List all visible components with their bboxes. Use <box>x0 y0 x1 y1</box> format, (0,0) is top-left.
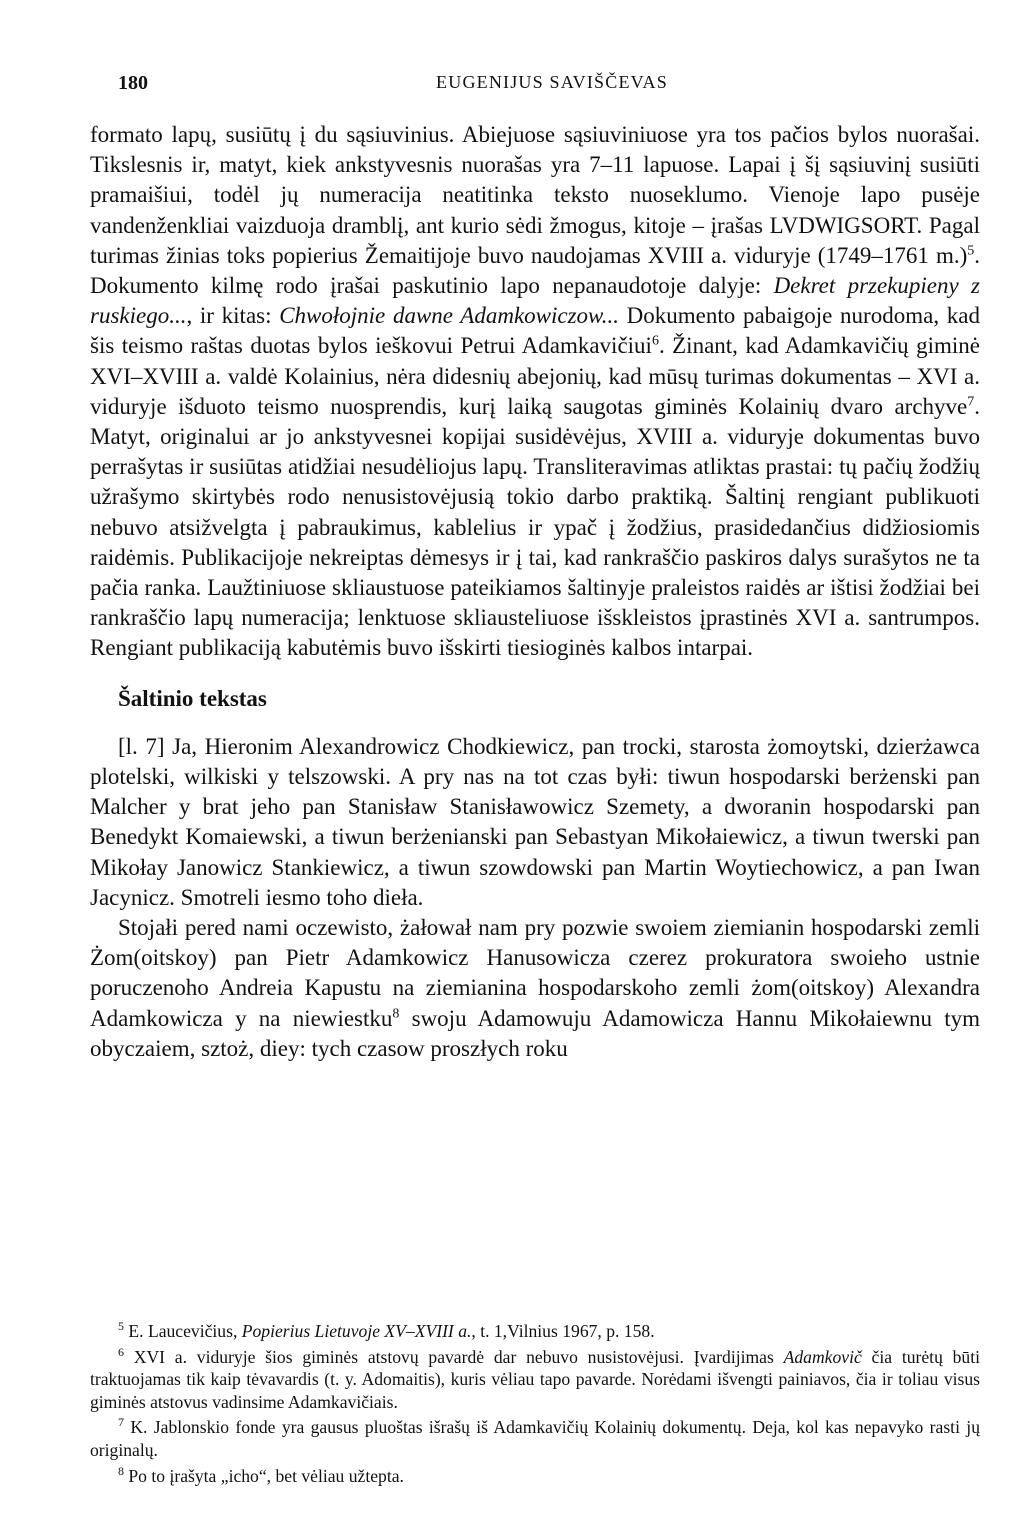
page-number: 180 <box>118 72 148 94</box>
footnote-text: , t. 1,Vilnius 1967, p. 158. <box>471 1321 655 1341</box>
footnote-text: XVI a. viduryje šios giminės atstovų pavardė dar nebuvo nusistovėjusi. Įvardijimas <box>124 1346 784 1367</box>
footnote <box>90 1465 980 1488</box>
footnote <box>90 1320 980 1343</box>
text-run: . Dokumento kilmę rodo įrašai paskutinio lapo nepanaudotoje dalyje: <box>90 242 980 299</box>
section-heading: Šaltinio tekstas <box>118 685 267 711</box>
quoted-inscription: Dekret przekupieny z ruskiego... <box>90 273 980 329</box>
footnote-text: čia turėtų būti traktuojamas tik kaip tėvavardis (t. y. Adomaitis), kuris vėliau tapo pavarde. Norėdami išvengti painiavos, čia ir toliau visus giminės atstovus vadinsime Adamkavičiais. <box>90 1346 981 1412</box>
footnote-text: K. Jablonskio fonde yra gausus pluoštas išrašų iš Adamkavičių Kolainių dokumentų. Deja, kol kas nepavyko rasti jų originalų. <box>90 1417 980 1460</box>
footnote-ref: 6 <box>651 333 659 349</box>
text-run: . Žinant, kad Adamkavičių giminė XVI–XVIII a. valdė Kolainius, nėra didesnių abejonių, kad mūsų turimas dokumentas – XVI a. viduryje išduoto teismo nuosprendis, kurį laiką saugotas giminės Kolainių dvaro archyve <box>90 333 980 419</box>
text-run: formato lapų, susiūtų į du sąsiuvinius. Abiejuose sąsiuviniuose yra tos pačios bylos nuorašai. Tikslesnis ir, matyt, kiek ankstyvesnis nuorašas yra 7–11 lapuose. Lapai į šį sąsiuvinį susiūti pramaišiui, todėl jų numeracija neatitinka teksto nuoseklumo. Vienoje lapo pusėje vandenženkliai vaizduoja dramblį, ant kurio sėdi žmogus, kitoje – įrašas LVDWIGSORT. Pagal turimas žinias toks popierius Žemaitijoje buvo naudojamas XVIII a. viduryje (1749–1761 m.) <box>90 122 980 268</box>
text-run: , ir kitas: <box>186 303 280 329</box>
quoted-inscription: Chwołojnie dawne Adamkowiczow... <box>279 303 619 329</box>
source-paragraph: [l. 7] Ja, Hieronim Alexandrowicz Chodkiewicz, pan trocki, starosta żomoytski, dzierżawca plotelski, wilkiski y telszowski. A pry nas na tot czas byłi: tiwun hospodarski berżenski pan Malcher y brat jeho pan Stanisław Stanisławowicz Szemety, a dworanin hospodarski pan Benedykt Komaiewski, a tiwun berżenianski pan Sebastyan Mikołaiewicz, a tiwun twerski pan Mikołay Janowicz Stankiewicz, a tiwun szowdowski pan Martin Woytiechowicz, a pan Iwan Jacynicz. Smotreli iesmo toho dieła. <box>90 733 980 910</box>
main-text <box>90 120 980 1064</box>
footnote-number: 7 <box>118 1415 124 1430</box>
footnote-title: Popierius Lietuvoje XV–XVIII a. <box>241 1321 472 1341</box>
footnotes <box>90 1320 980 1490</box>
footnote-number: 8 <box>118 1463 124 1478</box>
text-run: Dokumento pabaigoje nurodoma, kad šis teismo raštas duotas bylos ieškovui Petrui Adamkavičiui <box>90 303 980 359</box>
footnote <box>90 1346 980 1414</box>
text-run: . Matyt, originalui ar jo ankstyvesnei kopijai susidėvėjus, XVIII a. viduryje dokumentas buvo perrašytas ir susiūtas atidžiai nesudėliojus lapų. Transliteravimas atliktas prastai: tų pačių žodžių užrašymo skirtybės rodo nenusistovėjusią tokio darbo praktiką. Šaltinį rengiant publikuoti nebuvo atsižvelgta į pabraukimus, kablelius ir ypač į žodžius, prasidedančius didžiosiomis raidėmis. Publikacijoje nekreiptas dėmesys ir į tai, kad rankraščio paskiros dalys surašytos ne ta pačia ranka. Laužtiniuose skliaustuose pateikiamos šaltinyje praleistos raidės ar ištisi žodžiai bei rankraščio lapų numeracija; lenktuose skliausteliuose išskleistos įprastinės XVI a. santrumpos. Rengiant publikaciją kabutėmis buvo išskirti tiesioginės kalbos intarpai. <box>90 393 980 661</box>
footnote-ref: 7 <box>967 394 975 410</box>
footnote-title: Adamkovič <box>783 1346 862 1367</box>
footnote-text: Po to įrašyta „icho“, bet vėliau užtepta. <box>124 1465 404 1486</box>
source-paragraph <box>90 913 980 1064</box>
text-run: swoju Adamowuju Adamowicza Hannu Mikołaiewnu tym obyczaiem, sztoż, diey: tych czasow proszłych roku <box>90 1005 980 1061</box>
text-run: Stojałi pered nami oczewisto, żałował nam pry pozwie swoiem ziemianin hospodarski zemli Żom(oitskoy) pan Pietr Adamkowicz Hanusowicza czerez prokuratora swoieho ustnie poruczenoho Andreia Kapustu na ziemianina hospodarskoho zemli żom(oitskoy) Alexandra Adamkowicza y na niewiestku <box>90 915 980 1031</box>
footnote-number: 5 <box>118 1319 124 1334</box>
footnote-ref: 8 <box>392 1006 400 1022</box>
footnote-number: 6 <box>118 1344 124 1359</box>
footnote <box>90 1416 980 1461</box>
running-title: EUGENIJUS SAVIŠČEVAS <box>436 72 668 92</box>
footnote-ref: 5 <box>967 243 975 259</box>
footnote-text: E. Laucevičius, <box>124 1321 242 1341</box>
intro-paragraph <box>90 120 980 664</box>
running-header <box>118 72 986 96</box>
